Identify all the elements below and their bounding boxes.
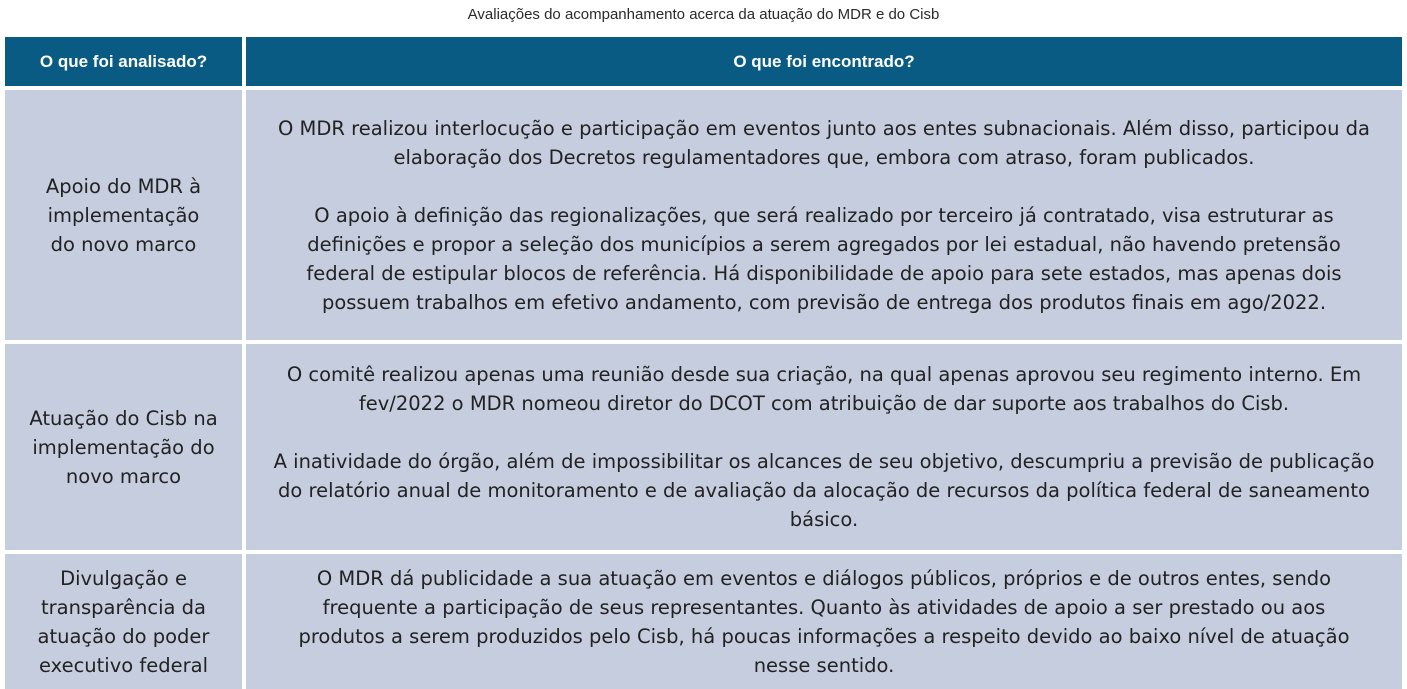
row-label-text: Divulgação e transparência da atuação do poder executivo federal (37, 566, 210, 677)
row-label-text: Atuação do Cisb na implementação do novo marco (29, 406, 218, 488)
finding-paragraph: A inatividade do órgão, além de impossibilitar os alcances de seu objetivo, descumpriu a previsão de publicação do relatório anual de monitoramento e de avaliação da alocação de recursos da política federal de saneamento básico. (273, 450, 1375, 531)
finding-paragraph: O MDR dá publicidade a sua atuação em eventos e diálogos públicos, próprios e de outros entes, sendo frequente a participação de seus representantes. Quanto às atividades de apoio a ser prestado ou aos produtos a serem produzidos pelo Cisb, há poucas informações a respeito devido ao baixo nível de atuação nesse sentido. (298, 566, 1350, 677)
finding-paragraph: O MDR realizou interlocução e participação em eventos junto aos entes subnacionais. Além disso, participou da elaboração dos Decretos regulamentadores que, embora com atraso, foram publicados. (278, 116, 1370, 169)
finding-paragraph: O apoio à definição das regionalizações, que será realizado por terceiro já contratado, visa estruturar as definições e propor a seleção dos municípios a serem agregados por lei estadual, não havendo pretensão federal de estipular blocos de referência. Há disponibilidade de apoio para sete estados, mas apenas dois possuem trabalhos em efetivo andamento, com previsão de entrega dos produtos finais em ago/2022. (306, 203, 1342, 314)
row-findings-cisb-performance (246, 344, 1402, 550)
table-caption: Avaliações do acompanhamento acerca da atuação do MDR e do Cisb (467, 6, 940, 23)
row-label-text: Apoio do MDR à implementação do novo marco (45, 174, 202, 256)
row-label-mdr-support (5, 90, 242, 340)
row-label-cisb-performance (5, 344, 242, 550)
findings-table (5, 37, 1402, 689)
header-found: O que foi encontrado? (246, 37, 1402, 86)
row-findings-mdr-support (246, 90, 1402, 340)
header-analyzed: O que foi analisado? (5, 37, 242, 86)
finding-paragraph: O comitê realizou apenas uma reunião desde sua criação, na qual apenas aprovou seu regimento interno. Em fev/2022 o MDR nomeou diretor do DCOT com atribuição de dar suporte aos trabalhos do Cisb. (286, 363, 1362, 415)
row-label-transparency (5, 554, 242, 689)
row-findings-transparency (246, 554, 1402, 689)
